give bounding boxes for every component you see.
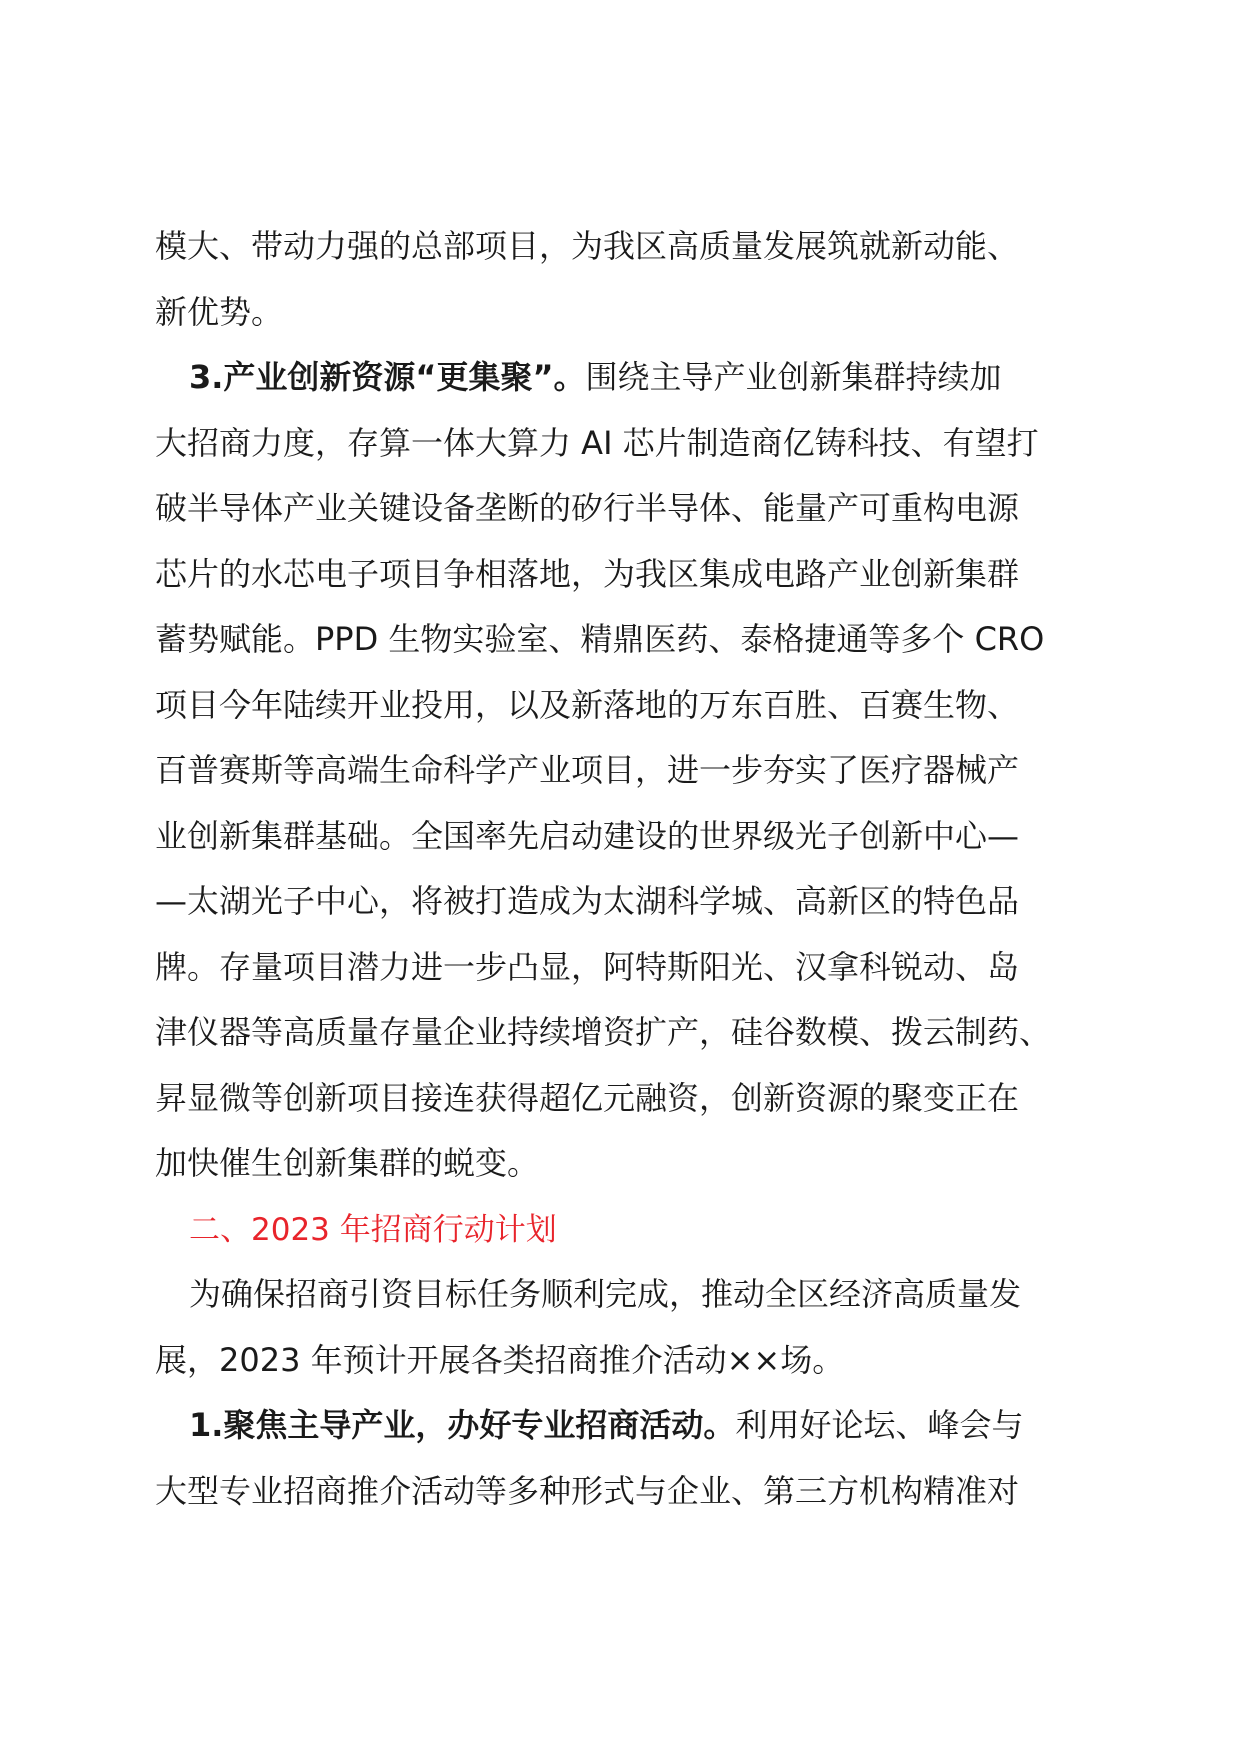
section-heading-line [155, 1197, 1085, 1263]
text-line [155, 738, 1085, 804]
text-line [155, 1328, 1085, 1394]
document-body [155, 214, 1085, 1524]
text-line [155, 214, 1085, 280]
body-text: 大招商力度，存算一体大算力 AI 芯片制造商亿铸科技、有望打 [155, 423, 1039, 462]
body-text: 牌。存量项目潜力进一步凸显，阿特斯阳光、汉拿科锐动、岛 [155, 947, 1020, 986]
body-text: 芯片的水芯电子项目争相落地，为我区集成电路产业创新集群 [155, 554, 1020, 593]
body-text: 模大、带动力强的总部项目，为我区高质量发展筑就新动能、 [155, 227, 1020, 265]
text-line [155, 280, 1085, 346]
body-text: 津仪器等高质量存量企业持续增资扩产，硅谷数模、拨云制药、 [155, 1013, 1052, 1051]
body-text: 大型专业招商推介活动等多种形式与企业、第三方机构精准对 [155, 1471, 1020, 1510]
text-line [155, 476, 1085, 542]
text-line [155, 1000, 1085, 1066]
body-text: 加快催生创新集群的蜕变。 [155, 1144, 540, 1182]
body-text: 利用好论坛、峰会与 [735, 1406, 1024, 1444]
text-line [155, 1131, 1085, 1197]
text-line [155, 673, 1085, 739]
body-text: 项目今年陆续开业投用，以及新落地的万东百胜、百赛生物、 [155, 685, 1020, 724]
subheading-bold-text: 1.聚焦主导产业，办好专业招商活动。 [189, 1406, 736, 1444]
text-line [155, 607, 1085, 673]
body-text: 业创新集群基础。全国率先启动建设的世界级光子创新中心— [155, 816, 1020, 855]
paragraph-start-line [155, 1262, 1085, 1328]
body-text: 百普赛斯等高端生命科学产业项目，进一步夯实了医疗器械产 [155, 751, 1020, 789]
text-line [155, 804, 1085, 870]
text-line [155, 869, 1085, 935]
body-text: 蓄势赋能。PPD 生物实验室、精鼎医药、泰格捷通等多个 CRO [155, 620, 1045, 658]
body-text: 展，2023 年预计开展各类招商推介活动××场。 [155, 1340, 845, 1379]
text-line [155, 542, 1085, 608]
subheading-bold-text: 3.产业创新资源“更集聚”。 [189, 358, 586, 396]
paragraph-start-line [155, 1393, 1085, 1459]
text-line [155, 1066, 1085, 1132]
text-line [155, 411, 1085, 477]
section-heading: 二、2023 年招商行动计划 [189, 1211, 557, 1248]
body-text: —太湖光子中心，将被打造成为太湖科学城、高新区的特色品 [155, 882, 1020, 920]
body-text: 破半导体产业关键设备垄断的矽行半导体、能量产可重构电源 [155, 489, 1020, 527]
paragraph-start-line [155, 345, 1085, 411]
body-text: 昇显微等创新项目接连获得超亿元融资，创新资源的聚变正在 [155, 1078, 1020, 1117]
body-text: 围绕主导产业创新集群持续加 [585, 358, 1002, 396]
body-text: 为确保招商引资目标任务顺利完成，推动全区经济高质量发 [189, 1275, 1022, 1313]
text-line [155, 1459, 1085, 1525]
text-line [155, 935, 1085, 1001]
body-text: 新优势。 [155, 292, 284, 331]
